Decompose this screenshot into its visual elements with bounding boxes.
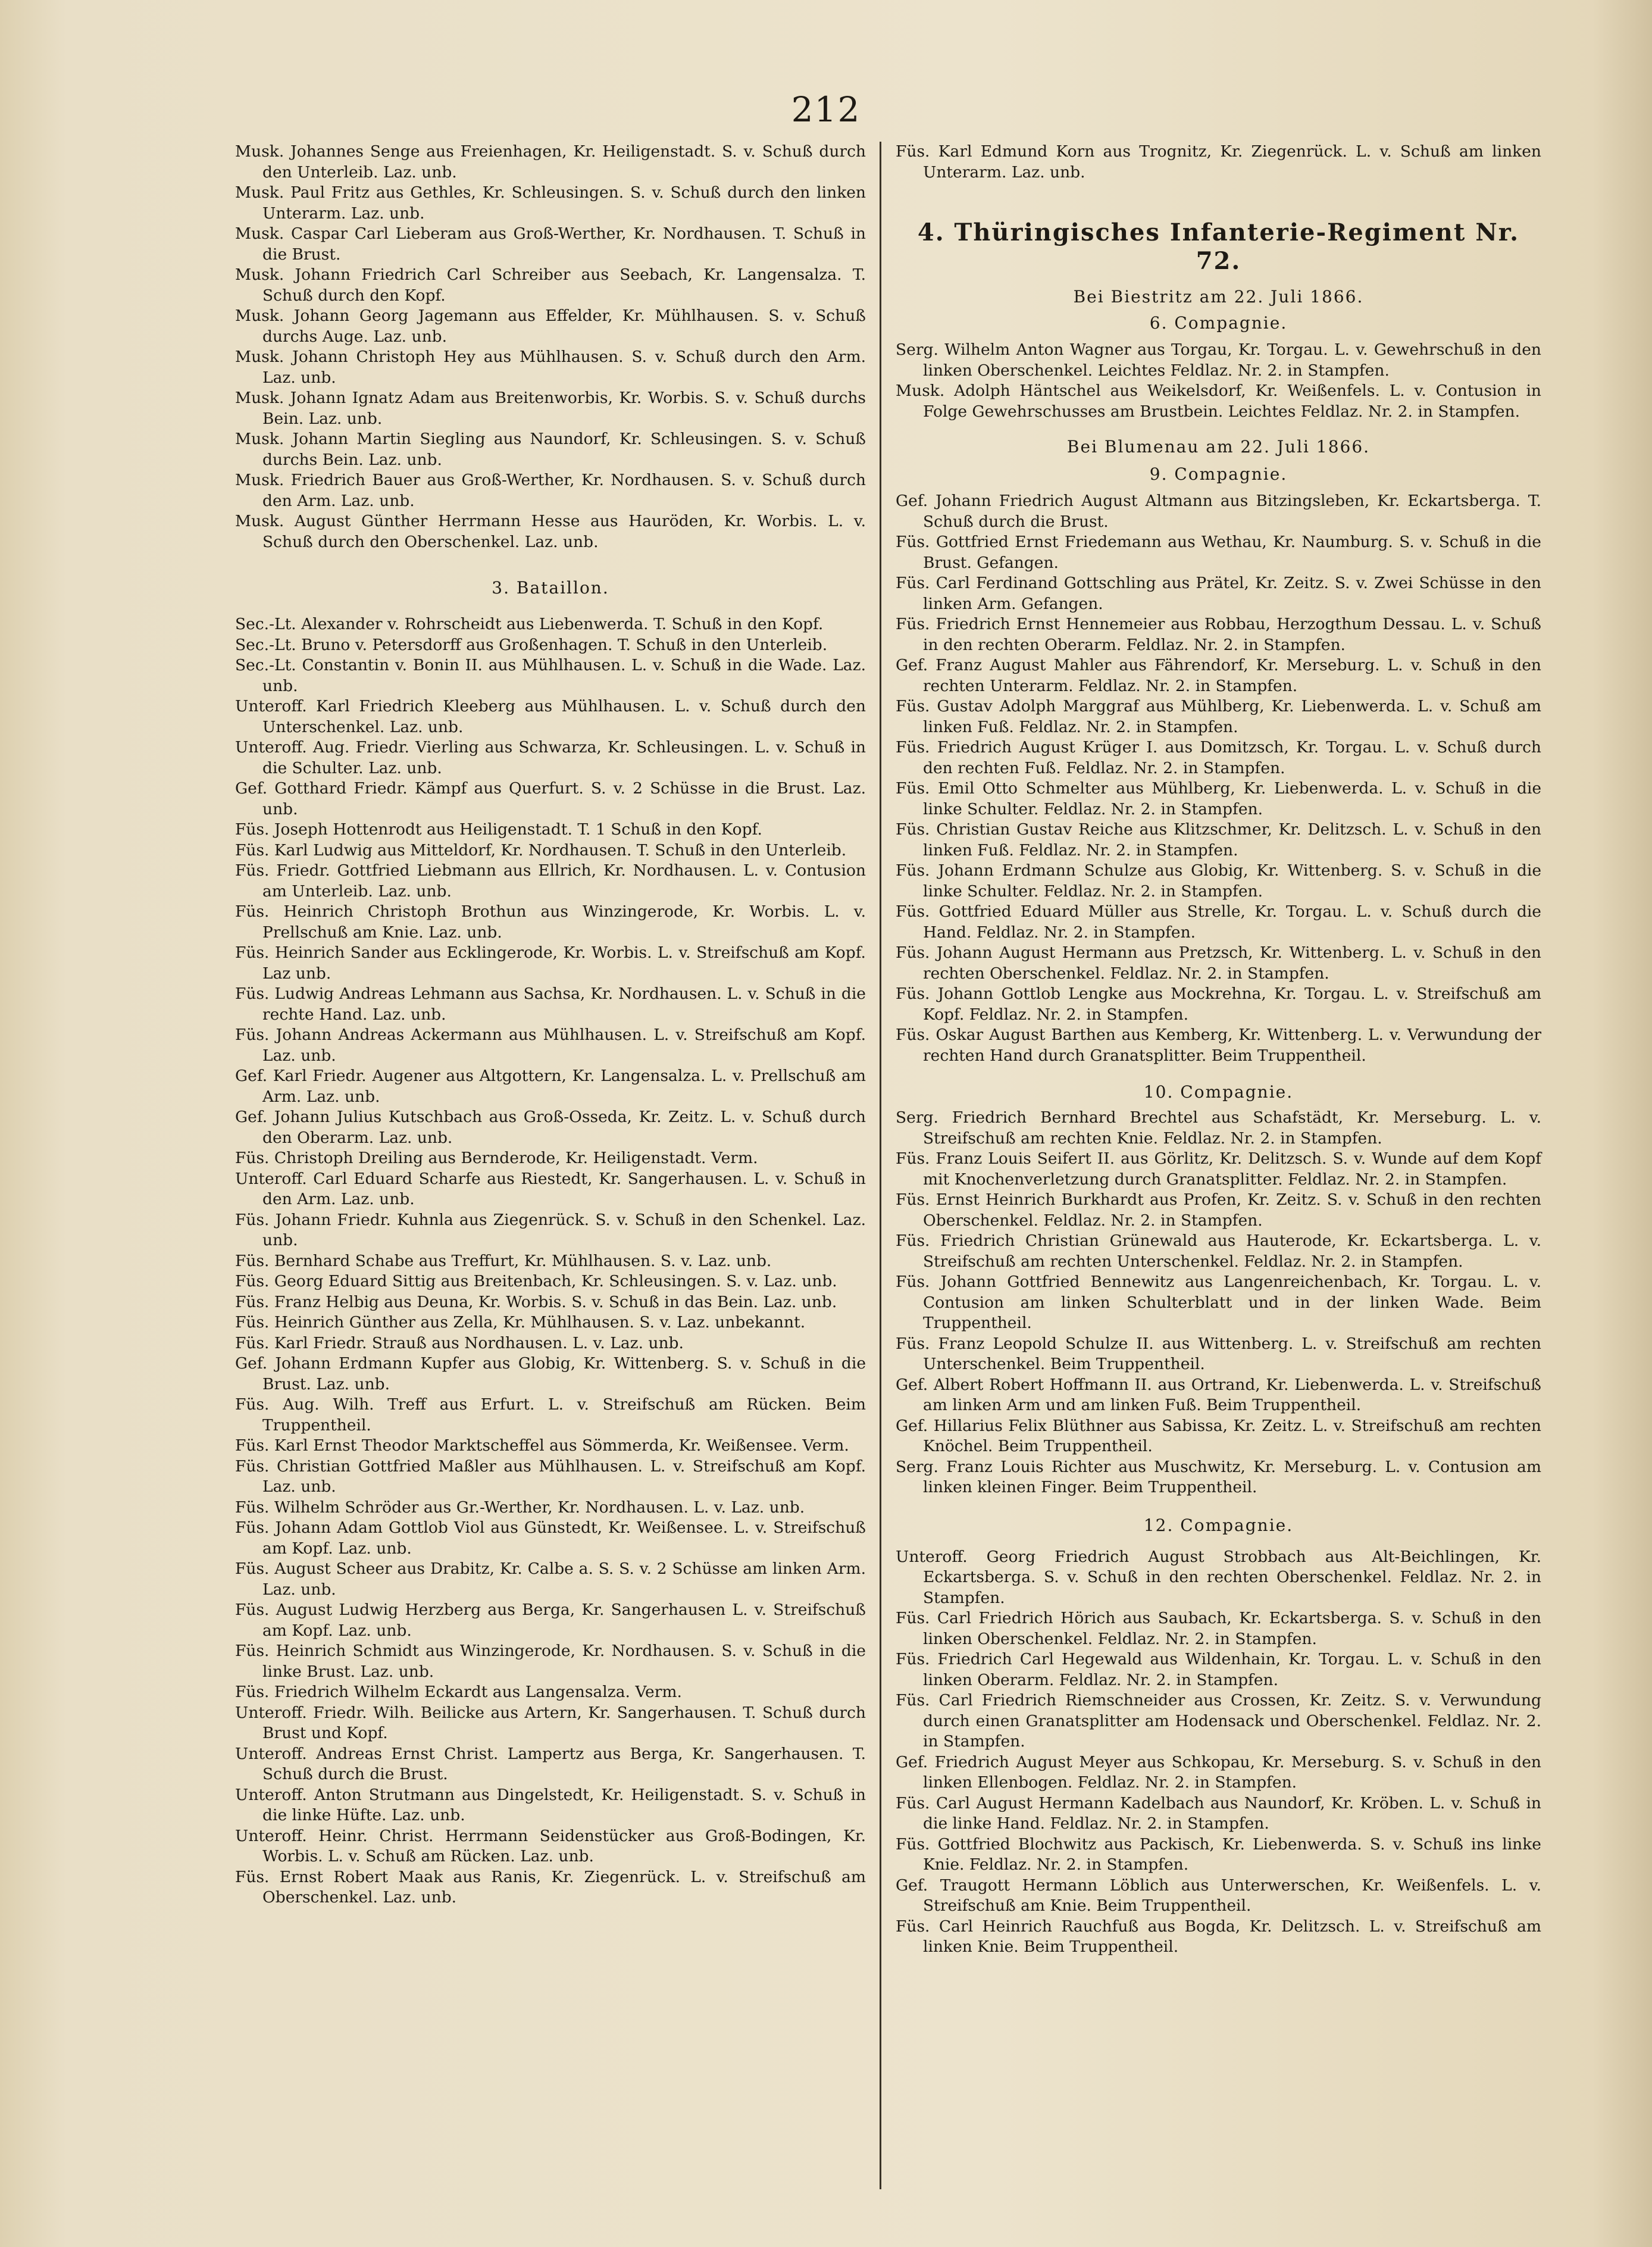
casualty-entry: Füs. Carl August Hermann Kadelbach aus Naundorf, Kr. Kröben. L. v. Schuß in die linke Hand. Feldlaz. Nr. 2. in Stampfen. [896,1793,1541,1833]
casualty-entry: Gef. Johann Julius Kutschbach aus Groß-Osseda, Kr. Zeitz. L. v. Schuß durch den Oberarm. Laz. unb. [235,1108,866,1147]
casualty-entry: Serg. Franz Louis Richter aus Muschwitz, Kr. Merseburg. L. v. Contusion am linken kleinen Finger. Beim Truppentheil. [896,1457,1541,1496]
casualty-entry: Füs. Friedrich August Krüger I. aus Domitzsch, Kr. Torgau. L. v. Schuß durch den rechten Fuß. Feldlaz. Nr. 2. in Stampfen. [896,738,1541,777]
casualty-entry: Unteroff. Karl Friedrich Kleeberg aus Mühlhausen. L. v. Schuß durch den Unterschenkel. Laz. unb. [235,697,866,736]
casualty-entry: Füs. Johann Adam Gottlob Viol aus Günstedt, Kr. Weißensee. L. v. Streifschuß am Kopf. Laz. unb. [235,1518,866,1558]
casualty-entry: Unteroff. Carl Eduard Scharfe aus Riestedt, Kr. Sangerhausen. L. v. Schuß in den Arm. Laz. unb. [235,1169,866,1208]
casualty-entry: Füs. Carl Ferdinand Gottschling aus Prätel, Kr. Zeitz. S. v. Zwei Schüsse in den linken Arm. Gefangen. [896,574,1541,613]
casualty-entry: Füs. Friedrich Wilhelm Eckardt aus Langensalza. Verm. [235,1683,682,1701]
casualty-entry: Musk. Johannes Senge aus Freienhagen, Kr. Heiligenstadt. S. v. Schuß durch den Unterleib. Laz. unb. [235,142,866,182]
casualty-entry: Füs. Gottfried Eduard Müller aus Strelle, Kr. Torgau. L. v. Schuß durch die Hand. Feldlaz. Nr. 2. in Stampfen. [896,902,1541,942]
casualty-entry: Füs. Friedr. Gottfried Liebmann aus Ellrich, Kr. Nordhausen. L. v. Contusion am Unterleib. Laz. unb. [235,861,866,901]
casualty-entry: Gef. Hillarius Felix Blüthner aus Sabissa, Kr. Zeitz. L. v. Streifschuß am rechten Knöchel. Beim Truppentheil. [896,1416,1541,1455]
casualty-entry: Unteroff. Georg Friedrich August Strobbach aus Alt-Beichlingen, Kr. Eckartsberga. S. v. Schuß in den rechten Oberschenkel. Feldlaz. Nr. 2. in Stampfen. [896,1547,1541,1607]
casualty-entry: Füs. Johann Gottlob Lengke aus Mockrehna, Kr. Torgau. L. v. Streifschuß am Kopf. Feldlaz. Nr. 2. in Stampfen. [896,985,1541,1024]
company-9-entries [896,491,1541,1066]
company-10-entries [896,1108,1541,1498]
casualty-entry: Füs. Carl Heinrich Rauchfuß aus Bogda, Kr. Delitzsch. L. v. Streifschuß am linken Knie. Beim Truppentheil. [896,1917,1541,1956]
casualty-entry: Musk. Johann Ignatz Adam aus Breitenworbis, Kr. Worbis. S. v. Schuß durchs Bein. Laz. unb. [235,389,866,428]
casualty-entry: Füs. Carl Friedrich Riemschneider aus Crossen, Kr. Zeitz. S. v. Verwundung durch einen Granatsplitter am Hodensack und Oberschenkel. Feldlaz. Nr. 2. in Stampfen. [896,1691,1541,1751]
casualty-entry: Füs. Aug. Wilh. Treff aus Erfurt. L. v. Streifschuß am Rücken. Beim Truppentheil. [235,1395,866,1435]
casualty-entry: Füs. Johann August Hermann aus Pretzsch, Kr. Wittenberg. L. v. Schuß in den rechten Oberschenkel. Feldlaz. Nr. 2. in Stampfen. [896,943,1541,983]
casualty-entry: Gef. Traugott Hermann Löblich aus Unterwerschen, Kr. Weißenfels. L. v. Streifschuß am Knie. Beim Truppentheil. [896,1876,1541,1915]
casualty-entry: Füs. Friedrich Carl Hegewald aus Wildenhain, Kr. Torgau. L. v. Schuß in den linken Oberarm. Feldlaz. Nr. 2. in Stampfen. [896,1650,1541,1689]
casualty-entry: Füs. Georg Eduard Sittig aus Breitenbach, Kr. Schleusingen. S. v. Laz. unb. [235,1272,837,1290]
casualty-entry: Gef. Johann Friedrich August Altmann aus Bitzingsleben, Kr. Eckartsberga. T. Schuß durch die Brust. [896,492,1541,531]
casualty-entry: Füs. Joseph Hottenrodt aus Heiligenstadt. T. 1 Schuß in den Kopf. [235,820,762,839]
page-number: 212 [791,89,861,130]
casualty-entry: Gef. Gotthard Friedr. Kämpf aus Querfurt. S. v. 2 Schüsse in die Brust. Laz. unb. [235,779,866,818]
casualty-entry: Musk. Johann Georg Jagemann aus Effelder, Kr. Mühlhausen. S. v. Schuß durchs Auge. Laz. unb. [235,307,866,346]
casualty-entry: Füs. Franz Helbig aus Deuna, Kr. Worbis. S. v. Schuß in das Bein. Laz. unb. [235,1292,837,1311]
casualty-entry: Gef. Albert Robert Hoffmann II. aus Ortrand, Kr. Liebenwerda. L. v. Streifschuß am linken Arm und am linken Fuß. Beim Truppentheil. [896,1375,1541,1414]
casualty-entry: Musk. Paul Fritz aus Gethles, Kr. Schleusingen. S. v. Schuß durch den linken Unterarm. Laz. unb. [235,183,866,223]
casualty-entry: Serg. Friedrich Bernhard Brechtel aus Schafstädt, Kr. Merseburg. L. v. Streifschuß am rechten Knie. Feldlaz. Nr. 2. in Stampfen. [896,1108,1541,1148]
casualty-entry: Füs. Carl Friedrich Hörich aus Saubach, Kr. Eckartsberga. S. v. Schuß in den linken Oberschenkel. Feldlaz. Nr. 2. in Stampfen. [896,1609,1541,1648]
casualty-entry: Gef. Friedrich August Meyer aus Schkopau, Kr. Merseburg. S. v. Schuß in den linken Ellenbogen. Feldlaz. Nr. 2. in Stampfen. [896,1752,1541,1792]
casualty-entry: Füs. Johann Erdmann Schulze aus Globig, Kr. Wittenberg. S. v. Schuß in die linke Schulter. Feldlaz. Nr. 2. in Stampfen. [896,861,1541,901]
casualty-entry: Füs. Franz Louis Seifert II. aus Görlitz, Kr. Delitzsch. S. v. Wunde auf dem Kopf mit Knochenverletzung durch Granatsplitter. Feldlaz. Nr. 2. in Stampfen. [896,1149,1541,1189]
company-heading-6: 6. Compagnie. [1149,313,1288,333]
casualty-entry: Unteroff. Heinr. Christ. Herrmann Seidenstücker aus Groß-Bodingen, Kr. Worbis. L. v. Schuß am Rücken. Laz. unb. [235,1826,866,1865]
casualty-entry: Füs. Karl Ludwig aus Mitteldorf, Kr. Nordhausen. T. Schuß in den Unterleib. [235,840,847,860]
casualty-entry: Füs. Emil Otto Schmelter aus Mühlberg, Kr. Liebenwerda. L. v. Schuß in die linke Schulter. Feldlaz. Nr. 2. in Stampfen. [896,779,1541,818]
casualty-entry: Füs. Heinrich Christoph Brothun aus Winzingerode, Kr. Worbis. L. v. Prellschuß am Knie. Laz. unb. [235,902,866,942]
casualty-entry: Füs. Wilhelm Schröder aus Gr.-Werther, Kr. Nordhausen. L. v. Laz. unb. [235,1498,805,1517]
casualty-entry: Gef. Johann Erdmann Kupfer aus Globig, Kr. Wittenberg. S. v. Schuß in die Brust. Laz. unb. [235,1354,866,1393]
company-heading-10: 10. Compagnie. [1143,1082,1294,1102]
casualty-entry: Musk. Johann Christoph Hey aus Mühlhausen. S. v. Schuß durch den Arm. Laz. unb. [235,348,866,387]
casualty-entry: Füs. Christoph Dreiling aus Bernderode, Kr. Heiligenstadt. Verm. [235,1149,758,1167]
casualty-entry: Musk. Johann Martin Siegling aus Naundorf, Kr. Schleusingen. S. v. Schuß durchs Bein. Laz. unb. [235,430,866,469]
right-column [896,142,1541,1958]
casualty-entry: Musk. Caspar Carl Lieberam aus Groß-Werther, Kr. Nordhausen. T. Schuß in die Brust. [235,224,866,264]
casualty-entry: Füs. Gustav Adolph Marggraf aus Mühlberg, Kr. Liebenwerda. L. v. Schuß am linken Fuß. Feldlaz. Nr. 2. in Stampfen. [896,697,1541,736]
casualty-entry: Gef. Karl Friedr. Augener aus Altgottern, Kr. Langensalza. L. v. Prellschuß am Arm. Laz. unb. [235,1067,866,1106]
casualty-entry: Füs. Christian Gustav Reiche aus Klitzschmer, Kr. Delitzsch. L. v. Schuß in den linken Fuß. Feldlaz. Nr. 2. in Stampfen. [896,820,1541,860]
casualty-entry: Füs. Johann Friedr. Kuhnla aus Ziegenrück. S. v. Schuß in den Schenkel. Laz. unb. [235,1210,866,1249]
casualty-entry: Füs. Karl Edmund Korn aus Trognitz, Kr. Ziegenrück. L. v. Schuß am linken Unterarm. Laz. unb. [896,142,1541,182]
casualty-entry: Füs. August Ludwig Herzberg aus Berga, Kr. Sangerhausen L. v. Streifschuß am Kopf. Laz. unb. [235,1601,866,1640]
page-spine-shadow [1592,0,1652,2247]
casualty-entry: Füs. Ludwig Andreas Lehmann aus Sachsa, Kr. Nordhausen. L. v. Schuß in die rechte Hand. Laz. unb. [235,985,866,1024]
casualty-entry: Füs. Johann Gottfried Bennewitz aus Langenreichenbach, Kr. Torgau. L. v. Contusion am linken Schulterblatt und in der linken Wade. Beim Truppentheil. [896,1273,1541,1332]
battalion-heading: 3. Bataillon. [492,578,609,598]
casualty-entry: Musk. Adolph Häntschel aus Weikelsdorf, Kr. Weißenfels. L. v. Contusion in Folge Gewehrschusses am Brustbein. Leichtes Feldlaz. Nr. 2. in Stampfen. [896,382,1541,421]
casualty-entry: Füs. Franz Leopold Schulze II. aus Wittenberg. L. v. Streifschuß am rechten Unterschenkel. Beim Truppentheil. [896,1334,1541,1373]
casualty-entry: Unteroff. Friedr. Wilh. Beilicke aus Artern, Kr. Sangerhausen. T. Schuß durch Brust und Kopf. [235,1703,866,1742]
casualty-entry: Füs. Ernst Heinrich Burkhardt aus Profen, Kr. Zeitz. S. v. Schuß in den rechten Oberschenkel. Feldlaz. Nr. 2. in Stampfen. [896,1190,1541,1230]
company-6-entries [896,340,1541,422]
company-heading-9: 9. Compagnie. [1149,464,1288,484]
company-12-entries [896,1547,1541,1958]
casualty-entry: Sec.-Lt. Constantin v. Bonin II. aus Mühlhausen. L. v. Schuß in die Wade. Laz. unb. [235,656,866,695]
section-location-blumenau: Bei Blumenau am 22. Juli 1866. [1066,437,1371,457]
casualty-entry: Füs. Gottfried Blochwitz aus Packisch, Kr. Liebenwerda. S. v. Schuß ins linke Knie. Feldlaz. Nr. 2. in Stampfen. [896,1835,1541,1874]
left-entries-b [235,614,866,1908]
left-entries-a [235,142,866,552]
casualty-entry: Füs. Ernst Robert Maak aus Ranis, Kr. Ziegenrück. L. v. Streifschuß am Oberschenkel. Laz. unb. [235,1867,866,1907]
casualty-entry: Füs. Friedrich Christian Grünewald aus Hauterode, Kr. Eckartsberga. L. v. Streifschuß am rechten Unterschenkel. Feldlaz. Nr. 2. in Stampfen. [896,1232,1541,1271]
casualty-entry: Füs. Karl Ernst Theodor Marktscheffel aus Sömmerda, Kr. Weißensee. Verm. [235,1436,849,1455]
casualty-entry: Musk. August Günther Herrmann Hesse aus Hauröden, Kr. Worbis. L. v. Schuß durch den Oberschenkel. Laz. unb. [235,512,866,551]
casualty-entry: Musk. Friedrich Bauer aus Groß-Werther, Kr. Nordhausen. S. v. Schuß durch den Arm. Laz. unb. [235,471,866,510]
casualty-entry: Füs. Heinrich Günther aus Zella, Kr. Mühlhausen. S. v. Laz. unbekannt. [235,1313,806,1332]
regiment-title: 4. Thüringisches Infanterie-Regiment Nr. 72. [917,218,1520,275]
casualty-entry: Musk. Johann Friedrich Carl Schreiber aus Seebach, Kr. Langensalza. T. Schuß durch den Kopf. [235,265,866,305]
casualty-entry: Füs. Bernhard Schabe aus Treffurt, Kr. Mühlhausen. S. v. Laz. unb. [235,1251,772,1270]
casualty-entry: Füs. Friedrich Ernst Hennemeier aus Robbau, Herzogthum Dessau. L. v. Schuß in den rechten Oberarm. Feldlaz. Nr. 2. in Stampfen. [896,615,1541,654]
casualty-entry: Sec.-Lt. Bruno v. Petersdorff aus Großenhagen. T. Schuß in den Unterleib. [235,635,828,654]
casualty-entry: Füs. Johann Andreas Ackermann aus Mühlhausen. L. v. Streifschuß am Kopf. Laz. unb. [235,1026,866,1065]
casualty-entry: Unteroff. Aug. Friedr. Vierling aus Schwarza, Kr. Schleusingen. L. v. Schuß in die Schulter. Laz. unb. [235,738,866,777]
casualty-entry: Füs. Heinrich Schmidt aus Winzingerode, Kr. Nordhausen. S. v. Schuß in die linke Brust. Laz. unb. [235,1642,866,1681]
casualty-entry: Sec.-Lt. Alexander v. Rohrscheidt aus Liebenwerda. T. Schuß in den Kopf. [235,615,824,633]
casualty-entry: Füs. Oskar August Barthen aus Kemberg, Kr. Wittenberg. L. v. Verwundung der rechten Hand durch Granatsplitter. Beim Truppentheil. [896,1026,1541,1065]
casualty-entry: Füs. August Scheer aus Drabitz, Kr. Calbe a. S. S. v. 2 Schüsse am linken Arm. Laz. unb. [235,1560,866,1599]
casualty-entry: Serg. Wilhelm Anton Wagner aus Torgau, Kr. Torgau. L. v. Gewehrschuß in den linken Oberschenkel. Leichtes Feldlaz. Nr. 2. in Stampfen. [896,340,1541,380]
column-divider [880,142,881,2189]
casualty-entry: Füs. Christian Gottfried Maßler aus Mühlhausen. L. v. Streifschuß am Kopf. Laz. unb. [235,1457,866,1496]
casualty-entry: Unteroff. Andreas Ernst Christ. Lampertz aus Berga, Kr. Sangerhausen. T. Schuß durch die Brust. [235,1744,866,1783]
casualty-entry: Unteroff. Anton Strutmann aus Dingelstedt, Kr. Heiligenstadt. S. v. Schuß in die linke Hüfte. Laz. unb. [235,1785,866,1824]
left-column [235,142,866,1908]
right-entries-top [896,142,1541,183]
section-location-biestritz: Bei Biestritz am 22. Juli 1866. [1073,287,1364,307]
casualty-entry: Füs. Karl Friedr. Strauß aus Nordhausen. L. v. Laz. unb. [235,1333,684,1352]
company-heading-12: 12. Compagnie. [1143,1515,1294,1535]
casualty-entry: Gef. Franz August Mahler aus Fährendorf, Kr. Merseburg. L. v. Schuß in den rechten Unterarm. Feldlaz. Nr. 2. in Stampfen. [896,656,1541,695]
casualty-entry: Füs. Heinrich Sander aus Ecklingerode, Kr. Worbis. L. v. Streifschuß am Kopf. Laz unb. [235,943,866,983]
casualty-entry: Füs. Gottfried Ernst Friedemann aus Wethau, Kr. Naumburg. S. v. Schuß in die Brust. Gefangen. [896,533,1541,572]
